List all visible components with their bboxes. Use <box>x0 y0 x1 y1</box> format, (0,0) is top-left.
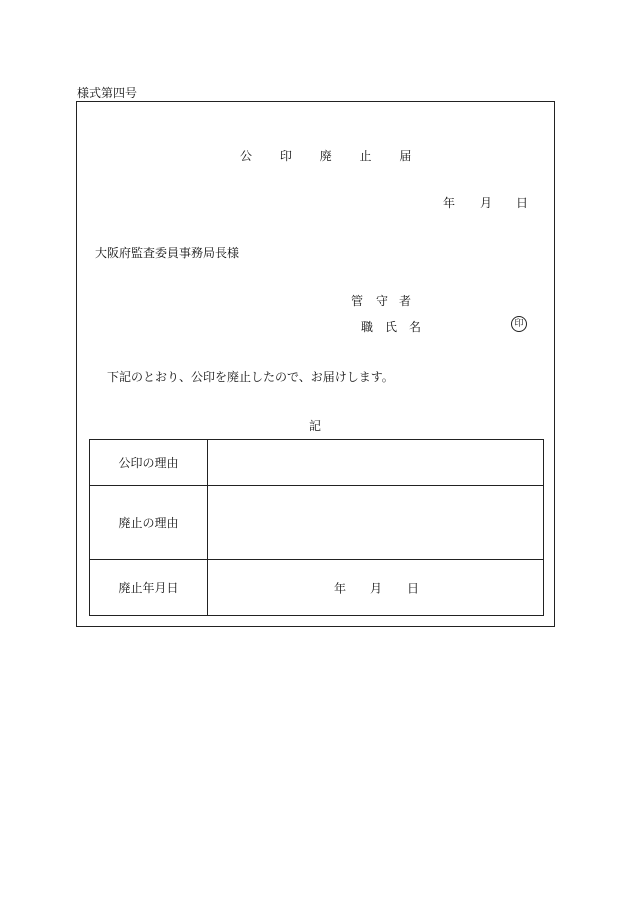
position-name-label-char: 職 <box>361 320 374 334</box>
title-char: 止 <box>359 149 372 163</box>
seal-mark-icon: 印 <box>511 316 527 332</box>
document-title <box>240 147 411 164</box>
abolition-month-label: 月 <box>370 581 383 595</box>
date-day-label: 日 <box>516 196 529 210</box>
title-char: 廃 <box>319 149 332 163</box>
table-row <box>90 560 544 616</box>
custodian-label-char: 管 <box>351 294 364 308</box>
custodian-label-char: 守 <box>376 294 389 308</box>
row-value <box>208 440 544 486</box>
table-row <box>90 486 544 560</box>
date-year-label: 年 <box>443 196 456 210</box>
date-month-label: 月 <box>480 196 493 210</box>
addressee: 大阪府監査委員事務局長様 <box>95 246 240 260</box>
body-text: 下記のとおり、公印を廃止したので、お届けします。 <box>107 370 394 384</box>
form-number: 様式第四号 <box>77 86 138 100</box>
row-label: 廃止年月日 <box>90 560 208 616</box>
abolition-year-label: 年 <box>334 581 347 595</box>
row-value <box>208 486 544 560</box>
custodian-label-char: 者 <box>399 294 412 308</box>
details-table <box>89 439 544 616</box>
position-name-label-char: 氏 <box>385 320 398 334</box>
title-char: 公 <box>240 149 253 163</box>
row-label: 公印の理由 <box>90 440 208 486</box>
row-label: 廃止の理由 <box>90 486 208 560</box>
abolition-day-label: 日 <box>407 581 420 595</box>
ki-label: 記 <box>309 419 322 433</box>
position-name-label-char: 名 <box>409 320 422 334</box>
title-char: 印 <box>279 149 292 163</box>
abolition-date-value <box>208 560 544 616</box>
table-row <box>90 440 544 486</box>
title-char: 届 <box>399 149 412 163</box>
